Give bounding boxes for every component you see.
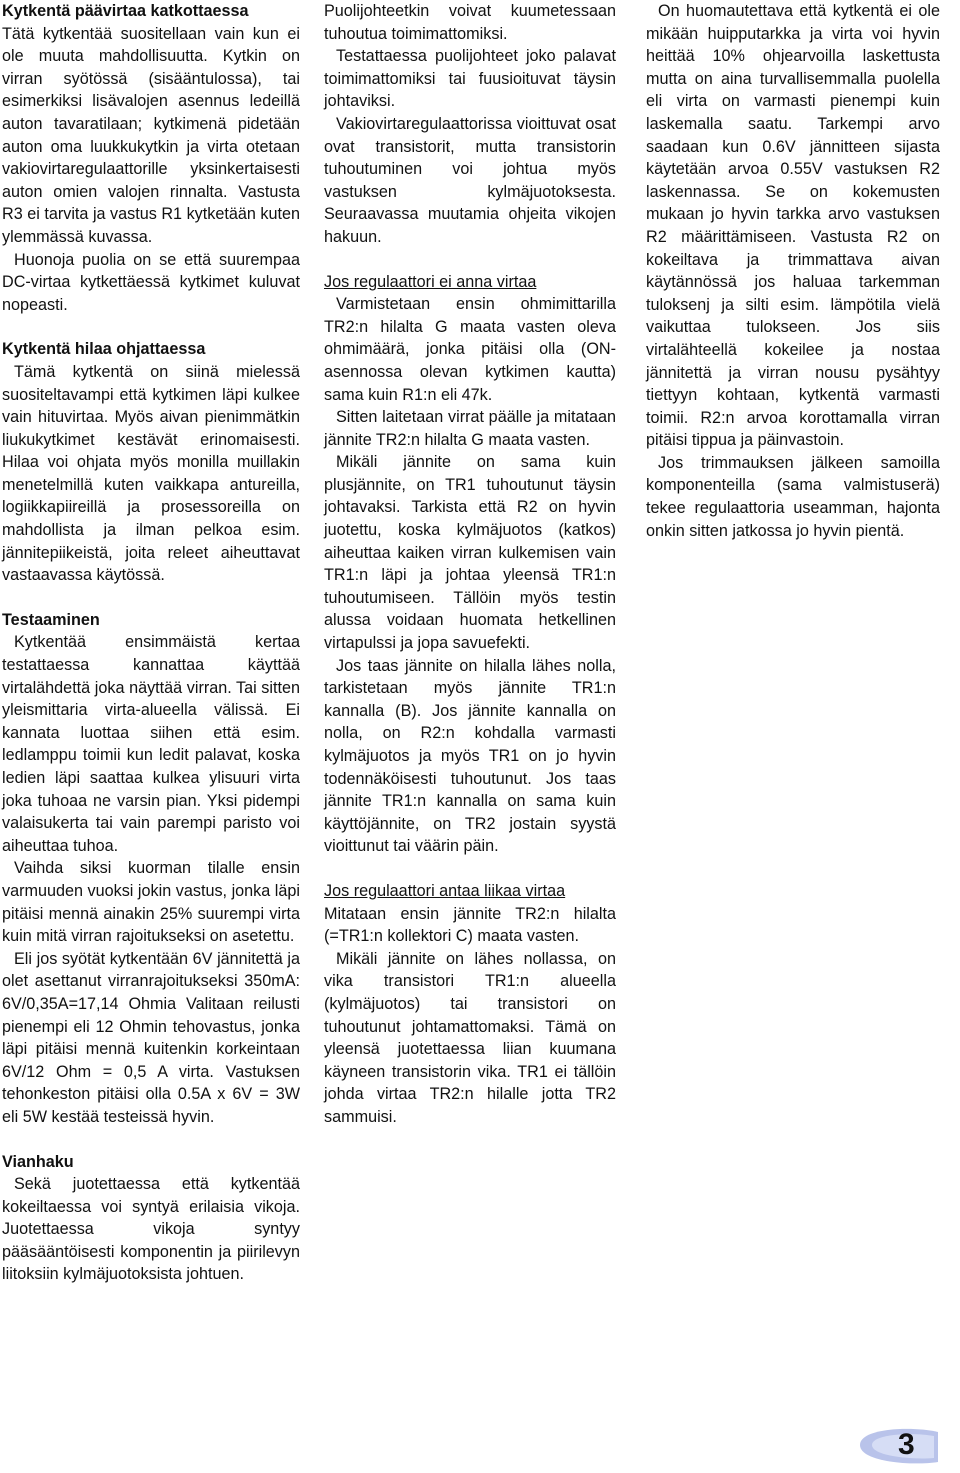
column-1 [2,0,300,1286]
section-title-troubleshooting: Vianhaku [2,1152,74,1171]
section-title-testing: Testaaminen [2,610,100,629]
paragraph: Kytkentää ensimmäistä kertaa testattaessa kannattaa käyttää virtalähdettä joka näyttää virran. Tai sitten yleismittaria virta-alueella välissä. Ei kannata luottaa siihen että esim. ledlamppu toimii kun ledit palavat, koska ledien läpi saattaa kulkea ylisuuri virta joka tuhoaa ne varsin pian. Yksi pidempi valaisukerta tai vain parempi paristo voi aiheuttaa tuhoa. [2,633,300,855]
paragraph: Huonoja puolia on se että suurempaa DC-virtaa kytkettäessä kytkimet kuluvat nopeasti. [2,250,300,314]
paragraph: Sekä juotettaessa että kytkentää kokeiltaessa voi syntyä erilaisia vikoja. Juotettaessa vikoja syntyy pääsääntöisesti komponentin ja piirilevyn liitoksiin kylmäjuotoksista johtuen. [2,1175,300,1284]
paragraph: Jos trimmauksen jälkeen samoilla komponenteilla (sama valmistuserä) tekee regulaattoria useamman, hajonta onkin sitten jatkossa jo hyvin pientä. [646,453,940,540]
paragraph: Varmistetaan ensin ohmimittarilla TR2:n hilalta G maata vasten oleva ohmimäärä, jonka pitäisi olla (ON-asennossa olevan kytkimen kautta) sama kuin R1:n eli 47k. [324,295,616,404]
subheading-too-much-current: Jos regulaattori antaa liikaa virtaa [324,881,566,900]
page-number-badge [852,1422,942,1468]
paragraph: Eli jos syötät kytkentään 6V jännitettä ja olet asettanut virranrajoitukseksi 350mA: 6V/0,35A=17,14 Ohmia Valitaan reilusti pienempi eli 12 Ohmin tehovastus, jonka läpi pitäisi mennä kuitenkin korkeintaan 6V/12 Ohm = 0,5 A virta. Vastuksen tehonkeston pitäisi olla 0.5A x 6V = 3W eli 5W kestää testeissä hyvin. [2,949,300,1126]
section-title-gate-control: Kytkentä hilaa ohjattaessa [2,340,206,359]
section-title-main-power: Kytkentä päävirtaa katkottaessa [2,2,249,20]
paragraph: Mikäli jännite on lähes nollassa, on vika transistori TR1:n alueella (kylmäjuotos) tai transistori on tuhoutunut johtamattomaksi. Tämä on yleensä juotettaessa liian kuumana käyneen transistorin vika. TR1 ei tällöin johda virtaa TR2:n hilalle jotta TR2 sammuisi. [324,949,616,1126]
column-2 [324,0,616,1129]
paragraph: On huomautettava että kytkentä ei ole mikään huipputarkka ja virta voi hyvin heittää 10% ohjearvoilla laskettusta mutta on aina turvallisemmalla puolella eli virta on varmasti pienempi kuin laskemalla saatu. Tarkempi arvo saadaan kun 0.6V jännitteen sijasta käytetään arvoa 0.55V vastuksen R2 laskennassa. Se on kokemusten mukaan jo hyvin tarkka arvo vastuksen R2 määrittämiseen. Vastusta R2 on kokeiltava ja trimmattava aivan käytännössä jos haluaa tarkemman tuloksenj ja silti esim. lämpötila vielä vaikuttaa tulokseen. Jos siis virtalähteellä kokeilee ja nostaa jännitettä ja virran nousu pysähtyy tiettyyn kohtaan, kytkentä varmasti toimii. R2:n arvoa korottamalla virran pitäisi tippua ja päinvastoin. [646,2,940,450]
paragraph: Jos taas jännite on hilalla lähes nolla, tarkistetaan myös jännite TR1:n kannalla (B). Jos jännite kannalla on nolla, on R2:n kohdalla varmasti kylmäjuotos ja myös TR1 on jo hyvin todennäköisesti tuhoutunut. Jos taas jännite TR1:n kannalla on sama kuin käyttöjännite, on TR2 jostain syystä vioittunut tai väärin päin. [324,656,616,856]
paragraph: Sitten laitetaan virrat päälle ja mitataan jännite TR2:n hilalta G maata vasten. [324,408,616,449]
paragraph: Testattaessa puolijohteet joko palavat toimimattomiksi tai fuusioituvat täysin johtaviksi. [324,47,616,111]
page-number: 3 [898,1428,915,1461]
paragraph: Mikäli jännite on sama kuin plusjännite, on TR1 tuhoutunut täysin johtavaksi. Tarkista että R2 on hyvin juotettu, koska kylmäjuotos (katkos) aiheuttaa kaiken virran kulkemisen vain TR1:n läpi ja johtaa yleensä TR1:n tuhoutumiseen. Tällöin myös testin alussa voidaan huomata hetkellinen virtapulssi ja jopa savuefekti. [324,453,616,653]
paragraph: Vaihda siksi kuorman tilalle ensin varmuuden vuoksi jokin vastus, jonka läpi pitäisi mennä ainakin 25% suurempi virta kuin mitä virran rajoitukseksi on asetettu. [2,859,300,946]
page-badge-shape [852,1422,942,1468]
paragraph: Puolijohteetkin voivat kuumetessaan tuhoutua toimimattomiksi. [324,2,616,43]
paragraph: Vakiovirtaregulaattorissa vioittuvat osat ovat transistorit, mutta transistorin tuhoutuminen voi johtua myös vastuksen kylmäjuotoksesta. Seuraavassa muutamia ohjeita vikojen hakuun. [324,114,616,246]
paragraph: Tätä kytkentää suositellaan vain kun ei ole muuta mahdollisuutta. Kytkin on virran syötössä (sisääntulossa), tai esimerkiksi lisävalojen asennus ledeillä auton tavaratilaan; kytkimenä pidetään auton oma luukkukytkin ja virta otetaan vakiovirtaregulaattorille yksinkertaisesti auton omien valojen rinnalta. Vastusta R3 ei tarvita ja vastus R1 kytketään kuten ylemmässä kuvassa. [2,24,300,246]
paragraph: Mitataan ensin jännite TR2:n hilalta (=TR1:n kollektori C) maata vasten. [324,904,616,946]
paragraph: Tämä kytkentä on siinä mielessä suositeltavampi että kytkimen läpi kulkee vain hituvirtaa. Myös aivan pienimmätkin liukukytkimet kestävät erinomaisesti. Hilaa voi ohjata myös monilla muillakin menetelmillä kuten vaikkapa antureilla, logiikkapiireillä ja prosessoreilla on mahdollista ja ilman pelkoa esim. jännitepiikeistä, joita releet aiheuttavat vastaavassa käytössä. [2,362,300,585]
subheading-no-current: Jos regulaattori ei anna virtaa [324,272,537,291]
column-3 [646,0,940,542]
